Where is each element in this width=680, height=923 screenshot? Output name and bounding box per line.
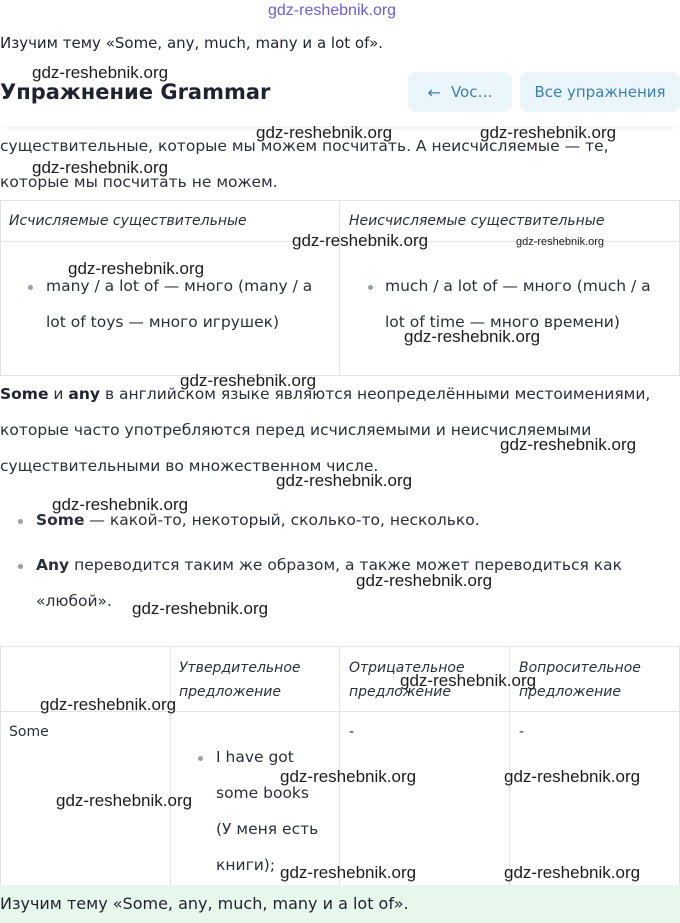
countable-example-line-2: lot of toys — много игрушек) xyxy=(46,313,280,331)
watermark: gdz-reshebnik.org xyxy=(32,63,169,82)
watermark: gdz-reshebnik.org xyxy=(280,767,417,786)
header-countable: Исчисляемые существительные xyxy=(9,213,247,229)
header-uncountable: Неисчисляемые существительные xyxy=(349,213,605,229)
watermark: gdz-reshebnik.org xyxy=(52,495,189,514)
watermark: gdz-reshebnik.org xyxy=(404,327,541,346)
some-any-paragraph-line-3: существительными во множественном числе. xyxy=(0,457,379,475)
bullet-icon xyxy=(28,285,33,290)
arrow-left-icon: ← xyxy=(427,82,441,102)
bullet-icon xyxy=(368,285,373,290)
uncountable-example-line-2: lot of time — много времени) xyxy=(385,313,620,331)
header-question-line-1: Вопросительное xyxy=(519,660,641,676)
term-any: Any xyxy=(36,556,70,574)
watermark: gdz-reshebnik.org xyxy=(292,231,429,250)
watermark: gdz-reshebnik.org xyxy=(180,371,317,390)
watermark: gdz-reshebnik.org xyxy=(40,695,177,714)
list-item-text: переводится таким же образом, а также может переводиться как xyxy=(69,556,622,574)
countable-example-line-1: many / a lot of — много (many / a xyxy=(46,277,313,295)
table-cell xyxy=(340,242,680,376)
uncountable-example-line-1: much / a lot of — много (much / a xyxy=(385,277,651,295)
footer-topic-text: Изучим тему «Some, any, much, many и a lot of». xyxy=(0,894,409,913)
table-header-cell xyxy=(171,647,340,712)
watermark: gdz-reshebnik.org xyxy=(276,471,413,490)
negative-cell-value: - xyxy=(349,724,355,740)
watermark-top: gdz-reshebnik.org xyxy=(268,2,397,19)
term-some: Some xyxy=(0,385,49,403)
intro-line-2: которые мы посчитать не можем. xyxy=(0,173,278,191)
page-title: Упражнение Grammar xyxy=(0,80,271,104)
watermark: gdz-reshebnik.org xyxy=(504,863,641,882)
some-any-paragraph-line-2: которые часто употребляются перед исчисляемыми и неисчисляемыми xyxy=(0,421,592,439)
watermark: gdz-reshebnik.org xyxy=(132,599,269,618)
list-item-text: — какой-то, некоторый, сколько-то, несколько. xyxy=(84,511,480,529)
list-item-any xyxy=(36,547,622,583)
example-line-1: I have got xyxy=(216,748,294,766)
conjunction: и xyxy=(48,385,69,403)
topic-line: Изучим тему «Some, any, much, many и a lot of». xyxy=(0,34,384,52)
previous-exercise-button[interactable] xyxy=(408,72,512,112)
all-exercises-label: Все упражнения xyxy=(534,83,666,101)
bullet-icon xyxy=(18,564,23,569)
watermark: gdz-reshebnik.org xyxy=(504,767,641,786)
watermark: gdz-reshebnik.org xyxy=(56,791,193,810)
header-affirmative-line-2: предложение xyxy=(179,684,281,700)
some-any-paragraph-line-1 xyxy=(0,385,650,403)
header-affirmative-line-1: Утвердительное xyxy=(179,660,301,676)
watermark: gdz-reshebnik.org xyxy=(516,236,605,248)
question-cell-value: - xyxy=(519,724,525,740)
header-question-line-2: предложение xyxy=(519,684,621,700)
watermark: gdz-reshebnik.org xyxy=(32,158,169,177)
bullet-icon xyxy=(198,756,203,761)
paragraph-text: в английском языке являются неопределёнными местоимениями, xyxy=(100,385,651,403)
countable-uncountable-table xyxy=(0,200,680,376)
header-question xyxy=(519,656,641,704)
previous-exercise-label: Voc… xyxy=(450,83,493,101)
row-label-some: Some xyxy=(9,724,49,740)
topic-footer-bar[interactable] xyxy=(0,885,680,923)
watermark: gdz-reshebnik.org xyxy=(480,123,617,142)
term-some: Some xyxy=(36,511,85,529)
watermark: gdz-reshebnik.org xyxy=(356,571,493,590)
example-line-4: книги); xyxy=(216,856,276,874)
term-any: any xyxy=(68,385,101,403)
example-line-2: some books xyxy=(216,784,309,802)
all-exercises-button[interactable] xyxy=(520,72,680,112)
watermark: gdz-reshebnik.org xyxy=(280,863,417,882)
intro-line-1: существительные, которые мы можем посчитать. А неисчисляемые — те, xyxy=(0,137,609,155)
header-affirmative xyxy=(179,656,301,704)
header-negative-line-2: предложение xyxy=(349,684,451,700)
table-header-cell xyxy=(1,201,340,242)
watermark: gdz-reshebnik.org xyxy=(68,259,205,278)
watermark: gdz-reshebnik.org xyxy=(500,435,637,454)
bullet-icon xyxy=(18,519,23,524)
list-item-any-line-2: «любой». xyxy=(36,592,112,610)
watermark: gdz-reshebnik.org xyxy=(400,671,537,690)
example-line-3: (У меня есть xyxy=(216,820,319,838)
header-negative-line-1: Отрицательное xyxy=(349,660,465,676)
watermark: gdz-reshebnik.org xyxy=(256,123,393,142)
